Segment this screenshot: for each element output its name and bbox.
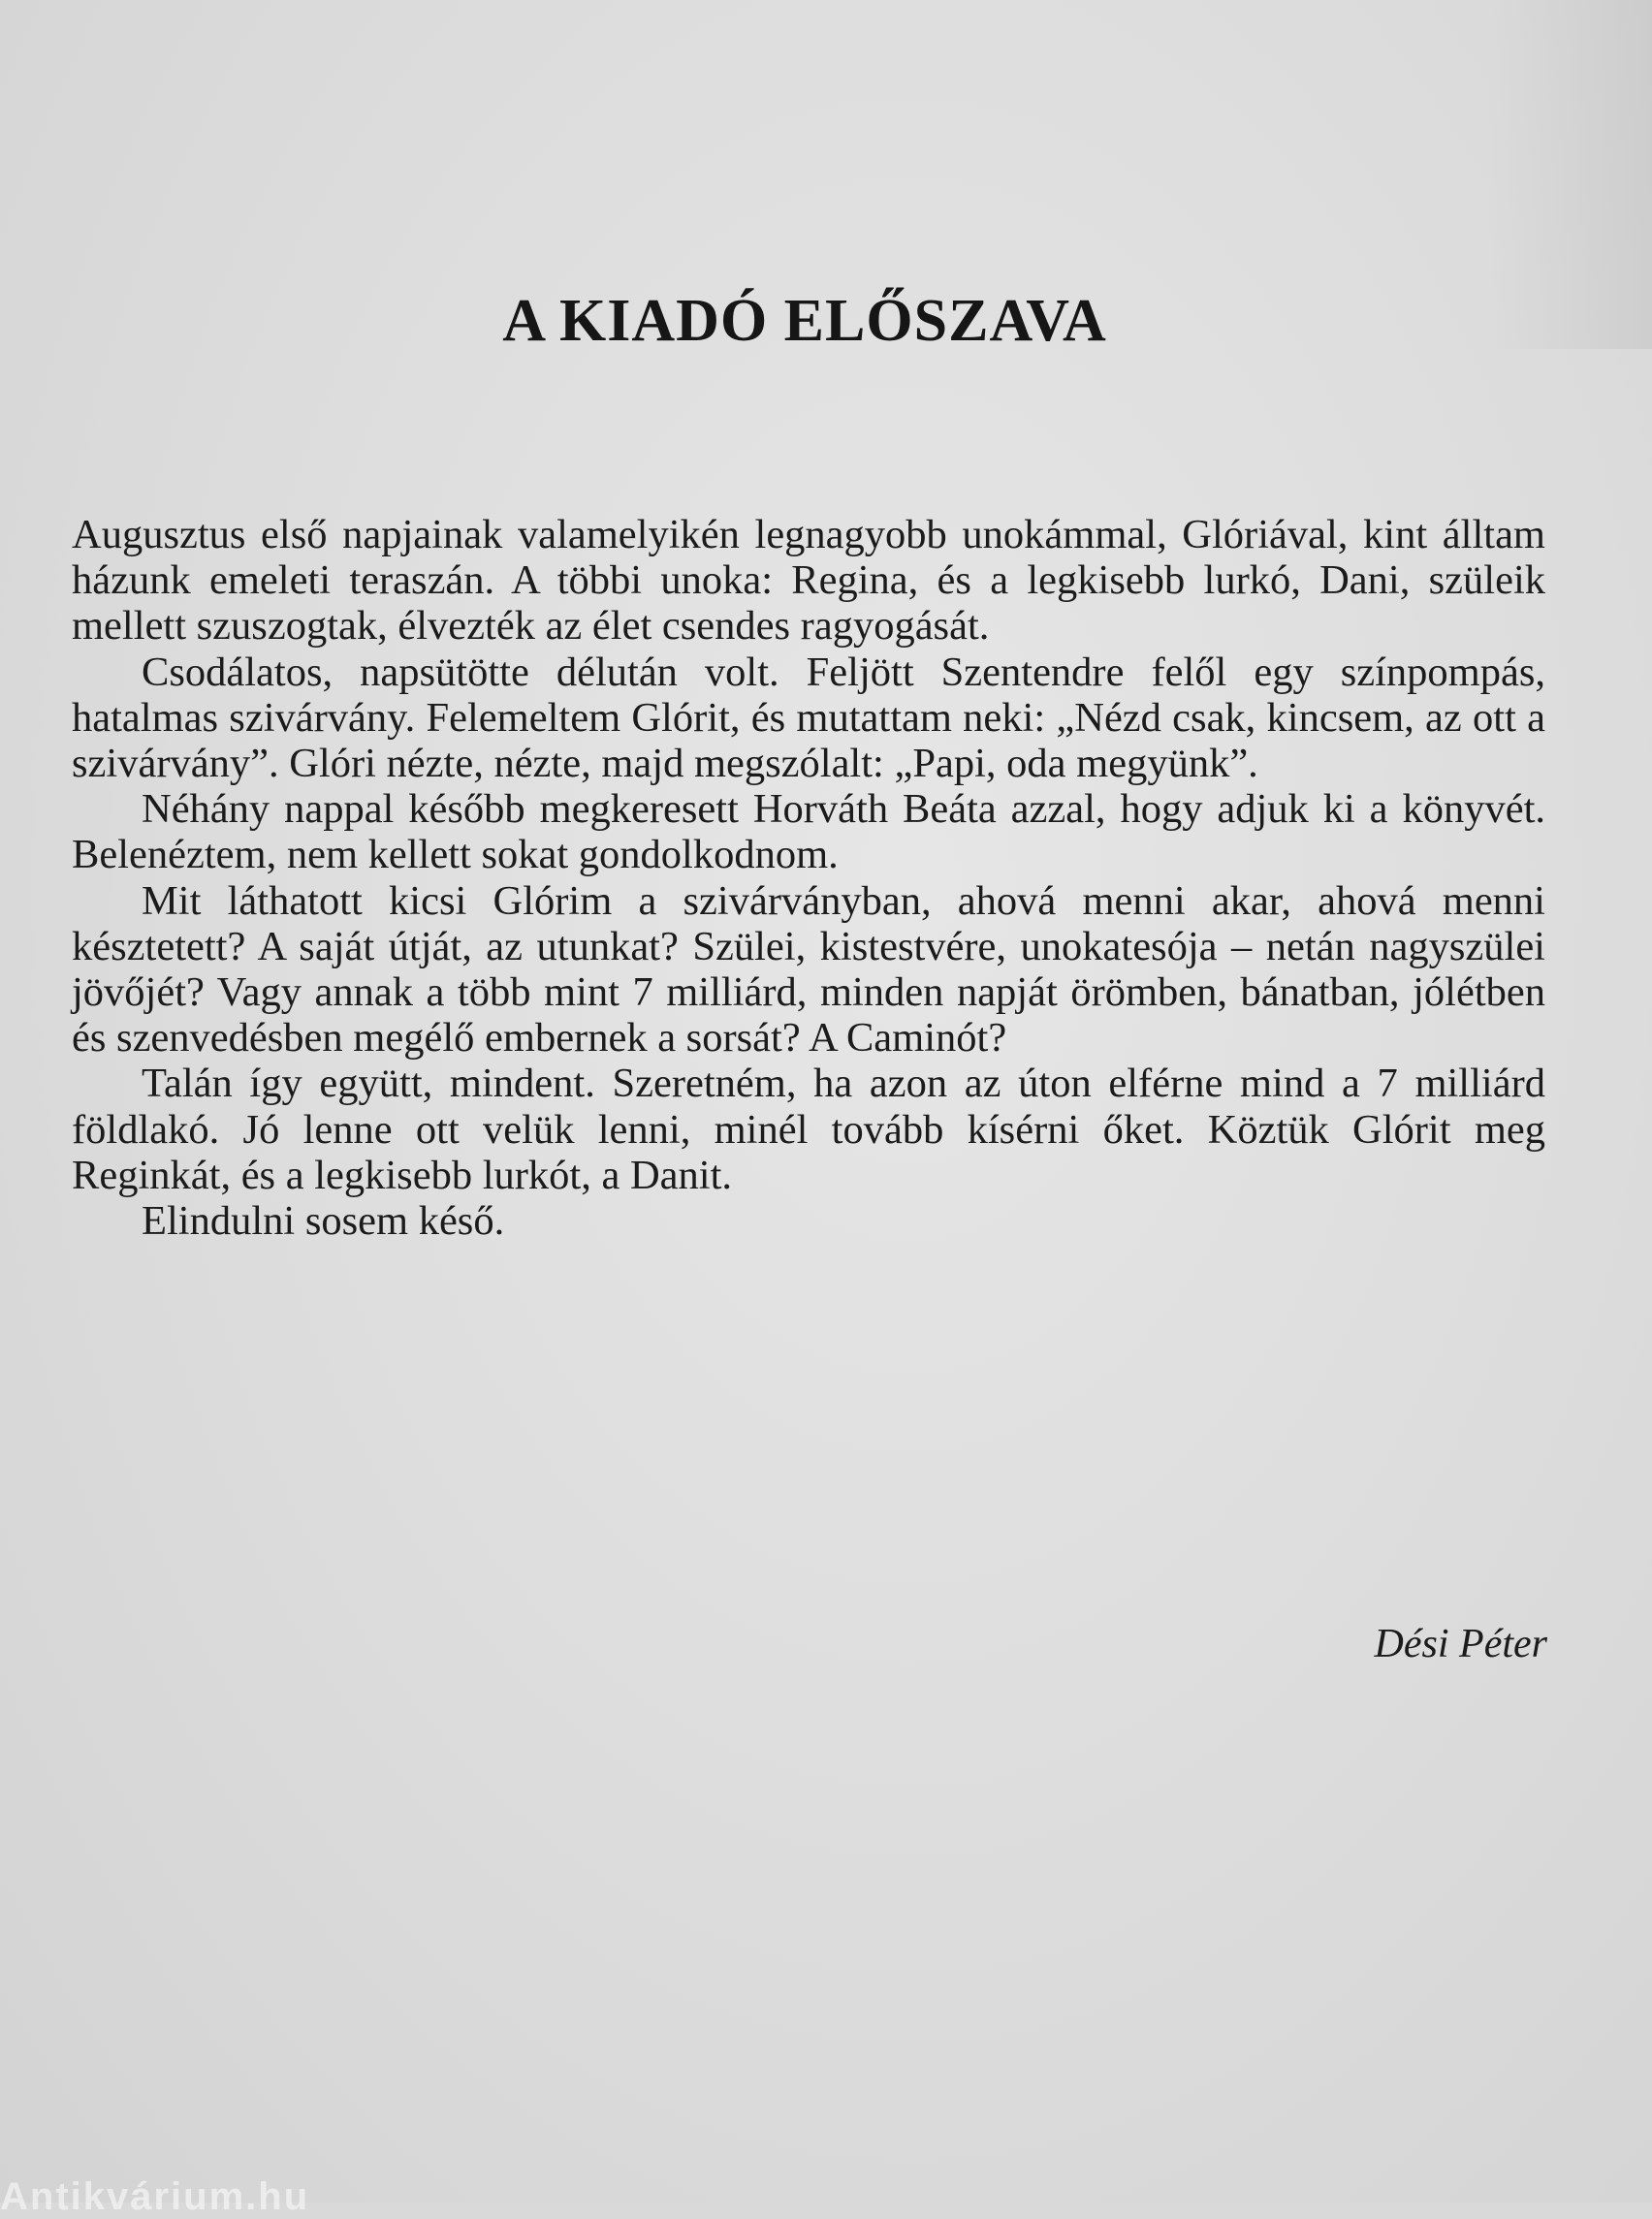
site-watermark: Antikvárium.hu (0, 2175, 310, 2218)
paragraph-4: Mit láthatott kicsi Glórim a szivárványban, ahová menni akar, ahová menni késztetett? A saját útját, az utunkat? Szülei, kistestvére, unokatesója – netán nagyszülei jövőjét? Vagy annak a több mint 7 milliárd, minden napját örömben, bánatban, jólétben és szenvedésben megélő embernek a sorsát? A Caminót? (72, 877, 1545, 1062)
paragraph-3: Néhány nappal később megkeresett Horváth Beáta azzal, hogy adjuk ki a könyvét. Belenéztem, nem kellett sokat gondolkodnom. (72, 786, 1545, 878)
paragraph-5: Talán így együtt, mindent. Szeretném, ha azon az úton elférne mind a 7 milliárd földlakó. Jó lenne ott velük lenni, minél tovább kísérni őket. Köztük Glórit meg Reginkát, és a legkisebb lurkót, a Danit. (72, 1061, 1545, 1198)
author-signature: Dési Péter (1374, 1622, 1547, 1666)
foreword-body (72, 512, 1545, 1244)
paragraph-2: Csodálatos, napsütötte délután volt. Feljött Szentendre felől egy színpompás, hatalmas szivárvány. Felemeltem Glórit, és mutattam neki: „Nézd csak, kincsem, az ott a szivárvány”. Glóri nézte, nézte, majd megszólalt: „Papi, oda megyünk”. (72, 649, 1545, 787)
page-title: A KIADÓ ELŐSZAVA (502, 288, 1107, 354)
paragraph-6: Elindulni sosem késő. (142, 1198, 505, 1245)
paragraph-1: Augusztus első napjainak valamelyikén legnagyobb unokámmal, Glóriával, kint álltam házunk emeleti teraszán. A többi unoka: Regina, és a legkisebb lurkó, Dani, szüleik mellett szuszogtak, élvezték az élet csendes ragyogását. (72, 512, 1545, 650)
